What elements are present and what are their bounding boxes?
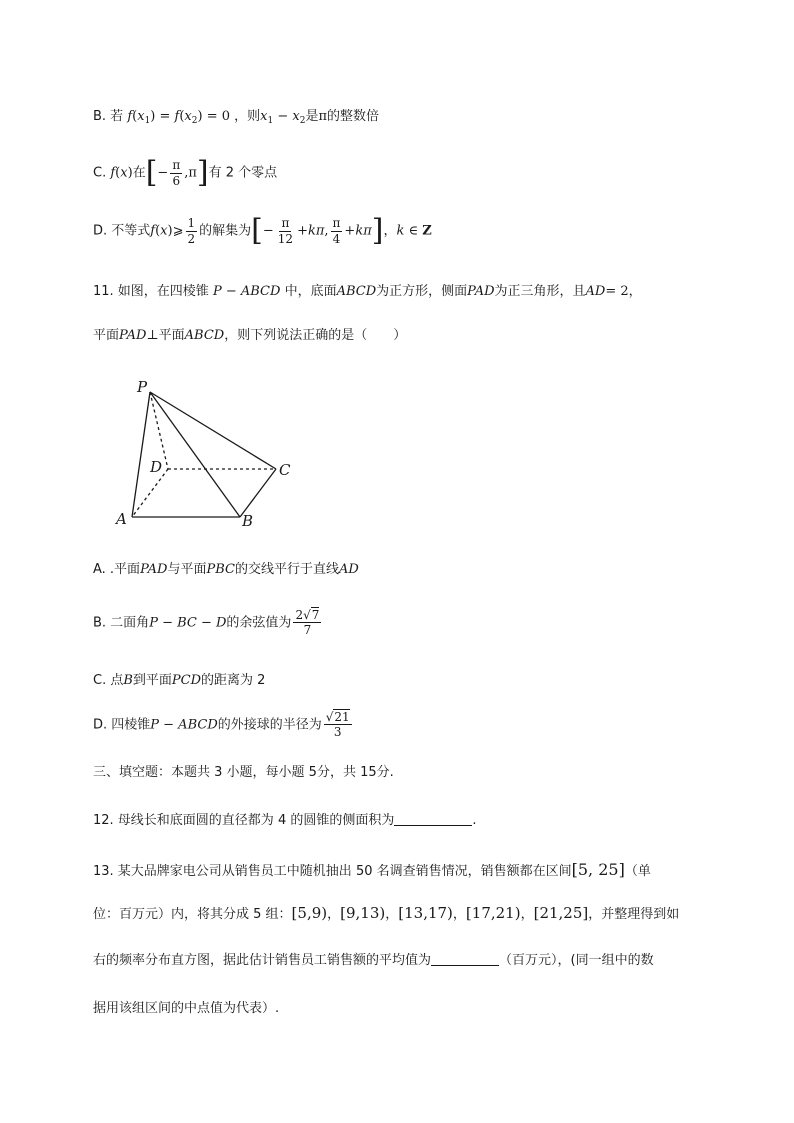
q12-text: 12. 母线长和底面圆的直径都为 4 的圆锥的侧面积为 bbox=[93, 813, 395, 828]
math-interval: [5, 25] bbox=[571, 860, 625, 879]
q11b-text: 的余弦值为 bbox=[226, 615, 292, 631]
math-f: f bbox=[174, 109, 180, 124]
option-b-mid: ，则 bbox=[234, 109, 261, 124]
math-kpi: kπ bbox=[307, 223, 325, 239]
sub-1: 1 bbox=[144, 116, 151, 126]
math-abcd: ABCD bbox=[184, 328, 225, 343]
q13-text: ，并整理得到如 bbox=[588, 907, 680, 922]
math-pi: π bbox=[318, 109, 328, 124]
q11b-text: B. 二面角 bbox=[93, 615, 150, 631]
math-group: [13,17) bbox=[398, 904, 453, 922]
q13-line2: 位：百万元）内，将其分成 5 组：[5,9)，[9,13)，[13,17)，[17,21)，[21,25]，并整理得到如 bbox=[93, 904, 680, 922]
math-x1: x bbox=[137, 109, 145, 124]
q11-text: 11. 如图，在四棱锥 bbox=[93, 284, 209, 299]
q11c-text: C. 点 bbox=[93, 673, 124, 688]
math-z: Z bbox=[422, 223, 432, 239]
q11c-text: 的距离为 2 bbox=[201, 673, 266, 688]
sub-1: 1 bbox=[267, 116, 274, 126]
fraction-pi-12: $\frac{\pi}{12}$ bbox=[277, 216, 294, 246]
fraction-pi-6: $\frac{\pi}{6}$ bbox=[172, 158, 181, 188]
math-f: f bbox=[150, 223, 156, 239]
q13-text: （百万元），(同一组中的数 bbox=[499, 953, 654, 968]
pyramid-figure bbox=[108, 376, 308, 535]
q11-text: ，则下列说法正确的是（ ） bbox=[224, 328, 407, 343]
q13-text: 位：百万元）内，将其分成 5 组： bbox=[93, 907, 292, 922]
fraction-pi-4: $\frac{\pi}{4}$ bbox=[332, 216, 341, 246]
option-d: D. 不等式f(x)⩾ $\frac{1}{2}$ 的解集为[− $\frac{\pi}{12}$ +kπ, $\frac{\pi}{4}$ +kπ]，k ∈ Z bbox=[93, 213, 432, 248]
q11c-text: 到平面 bbox=[132, 673, 172, 688]
q11-text: 平面 bbox=[93, 328, 120, 343]
option-b: B. 若 $f(x_1) = f(x_2) = 0$ ，则$x_1 - x_2$是π的整数倍 bbox=[93, 109, 380, 126]
answer-blank[interactable] bbox=[431, 965, 499, 966]
math-pi: π bbox=[188, 165, 197, 181]
answer-blank[interactable] bbox=[394, 825, 472, 826]
fraction-2sqrt7-7: $\frac{2√7}{7}$ bbox=[295, 608, 320, 638]
edge-pa bbox=[132, 392, 150, 517]
math-group: [9,13) bbox=[340, 904, 386, 922]
q13-text: 13. 某大品牌家电公司从销售员工中随机抽出 50 名调查销售情况，销售额都在区间 bbox=[93, 864, 572, 879]
math-perp: ⊥ bbox=[146, 328, 159, 343]
q11a-text: 与平面 bbox=[167, 562, 207, 577]
sub-2: 2 bbox=[191, 116, 198, 126]
option-b-prefix: B. 若 bbox=[93, 109, 124, 124]
math-k: k bbox=[396, 223, 405, 239]
math-base: ABCD bbox=[336, 284, 377, 299]
math-f: f bbox=[127, 109, 133, 124]
label-c: C bbox=[279, 461, 291, 479]
math-group: [17,21) bbox=[465, 904, 521, 922]
option-b-tail: 的整数倍 bbox=[327, 109, 380, 124]
edge-pc bbox=[150, 392, 276, 469]
q12 bbox=[93, 812, 734, 830]
q13-line1 bbox=[93, 859, 734, 881]
fraction-sqrt21-3: $\frac{√21}{3}$ bbox=[325, 710, 350, 740]
q11-line2 bbox=[93, 327, 734, 345]
math-b: B bbox=[123, 673, 133, 688]
q13-line4: 据用该组区间的中点值为代表）. bbox=[93, 1001, 280, 1016]
q11-option-b bbox=[93, 608, 734, 638]
math-x: x bbox=[120, 165, 128, 181]
math-pbc: PBC bbox=[206, 562, 235, 577]
math-ge: ⩾ bbox=[172, 223, 184, 239]
q11-line1 bbox=[93, 283, 734, 301]
math-pyramid: P − ABCD bbox=[212, 284, 281, 299]
math-eq: = 2 bbox=[605, 284, 629, 299]
option-b-suffix: 是 bbox=[305, 109, 319, 124]
math-dihedral: P − BC − D bbox=[149, 615, 227, 631]
q11-option-c bbox=[93, 672, 734, 690]
q11d-text: 的外接球的半径为 bbox=[217, 717, 322, 733]
option-c-zai: 在 bbox=[132, 165, 146, 181]
q11d-text: D. 四棱锥 bbox=[93, 717, 151, 733]
math-pcd: PCD bbox=[171, 673, 202, 688]
edge-pb bbox=[150, 392, 240, 517]
math-pad: PAD bbox=[140, 562, 168, 577]
option-c-tail: 有 2 个零点 bbox=[208, 165, 278, 181]
option-d-prefix: D. 不等式 bbox=[93, 223, 151, 239]
q11-text: ， bbox=[628, 284, 642, 299]
q11-text: 为正三角形，且 bbox=[494, 284, 586, 299]
option-c-prefix: C. bbox=[93, 165, 107, 181]
q11-text: 平面 bbox=[158, 328, 185, 343]
sub-2: 2 bbox=[299, 116, 306, 126]
q11-text: 为正方形，侧面 bbox=[376, 284, 468, 299]
label-b: B bbox=[242, 512, 254, 530]
math-pad: PAD bbox=[119, 328, 147, 343]
option-c: C. f(x)在[− $\frac{\pi}{6}$ ,π]有 2 个零点 bbox=[93, 155, 278, 190]
math-x2: x bbox=[292, 109, 300, 124]
math-x1: x bbox=[260, 109, 268, 124]
math-x2: x bbox=[184, 109, 192, 124]
math-kpi: kπ bbox=[355, 223, 372, 239]
math-pyramid: P − ABCD bbox=[150, 717, 218, 733]
q11a-text: 的交线平行于直线 bbox=[234, 562, 339, 577]
label-p: P bbox=[137, 378, 148, 396]
math-ad: AD bbox=[338, 562, 359, 577]
q11-option-d bbox=[93, 710, 734, 740]
q13-line3 bbox=[93, 952, 734, 970]
math-f: f bbox=[110, 165, 116, 181]
math-face: PAD bbox=[467, 284, 495, 299]
edge-bc bbox=[240, 469, 276, 517]
q13-text: （单 bbox=[624, 864, 651, 879]
label-a: A bbox=[116, 510, 127, 528]
math-ad: AD bbox=[585, 284, 606, 299]
pyramid-diagram bbox=[108, 376, 308, 531]
option-d-jie: 的解集为 bbox=[199, 223, 252, 239]
q11-text: 中，底面 bbox=[284, 284, 337, 299]
math-x: x bbox=[160, 223, 168, 239]
q11a-text: A. .平面 bbox=[93, 562, 141, 577]
section-3-heading: 三、填空题：本题共 3 小题，每小题 5分，共 15分. bbox=[93, 765, 394, 780]
q11-option-a bbox=[93, 561, 734, 579]
q12-end: . bbox=[472, 813, 477, 828]
math-group: [21,25] bbox=[533, 904, 589, 922]
fraction-half: $\frac{1}{2}$ bbox=[187, 216, 196, 246]
q13-text: 右的频率分布直方图，据此估计销售员工销售额的平均值为 bbox=[93, 953, 432, 968]
label-d: D bbox=[150, 458, 163, 476]
math-group: [5,9) bbox=[291, 904, 328, 922]
